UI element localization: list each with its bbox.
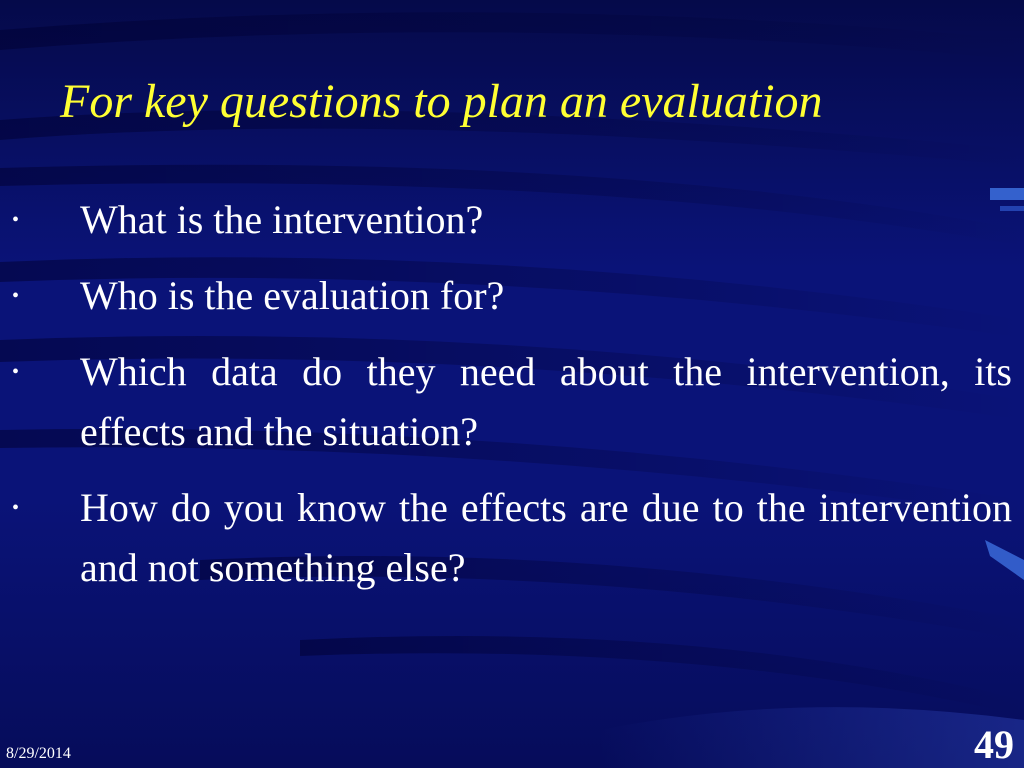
bullet-text: How do you know the effects are due to the intervention and not something else? bbox=[80, 485, 1012, 590]
footer-date: 8/29/2014 bbox=[6, 745, 71, 762]
page-number: 49 bbox=[974, 722, 1014, 767]
list-item bbox=[8, 190, 1012, 250]
bullet-text: Who is the evaluation for? bbox=[80, 273, 505, 318]
list-item bbox=[8, 478, 1012, 598]
bullet-icon: • bbox=[12, 209, 20, 231]
bullet-icon: • bbox=[12, 361, 20, 383]
bullet-text: What is the intervention? bbox=[80, 197, 484, 242]
bullet-icon: • bbox=[12, 285, 20, 307]
list-item bbox=[8, 266, 1012, 326]
bullet-list bbox=[8, 190, 1012, 614]
list-item bbox=[8, 342, 1012, 462]
bullet-text: Which data do they need about the intervention, its effects and the situation? bbox=[80, 349, 1012, 454]
slide-title: For key questions to plan an evaluation bbox=[60, 75, 823, 128]
bullet-icon: • bbox=[12, 497, 20, 519]
